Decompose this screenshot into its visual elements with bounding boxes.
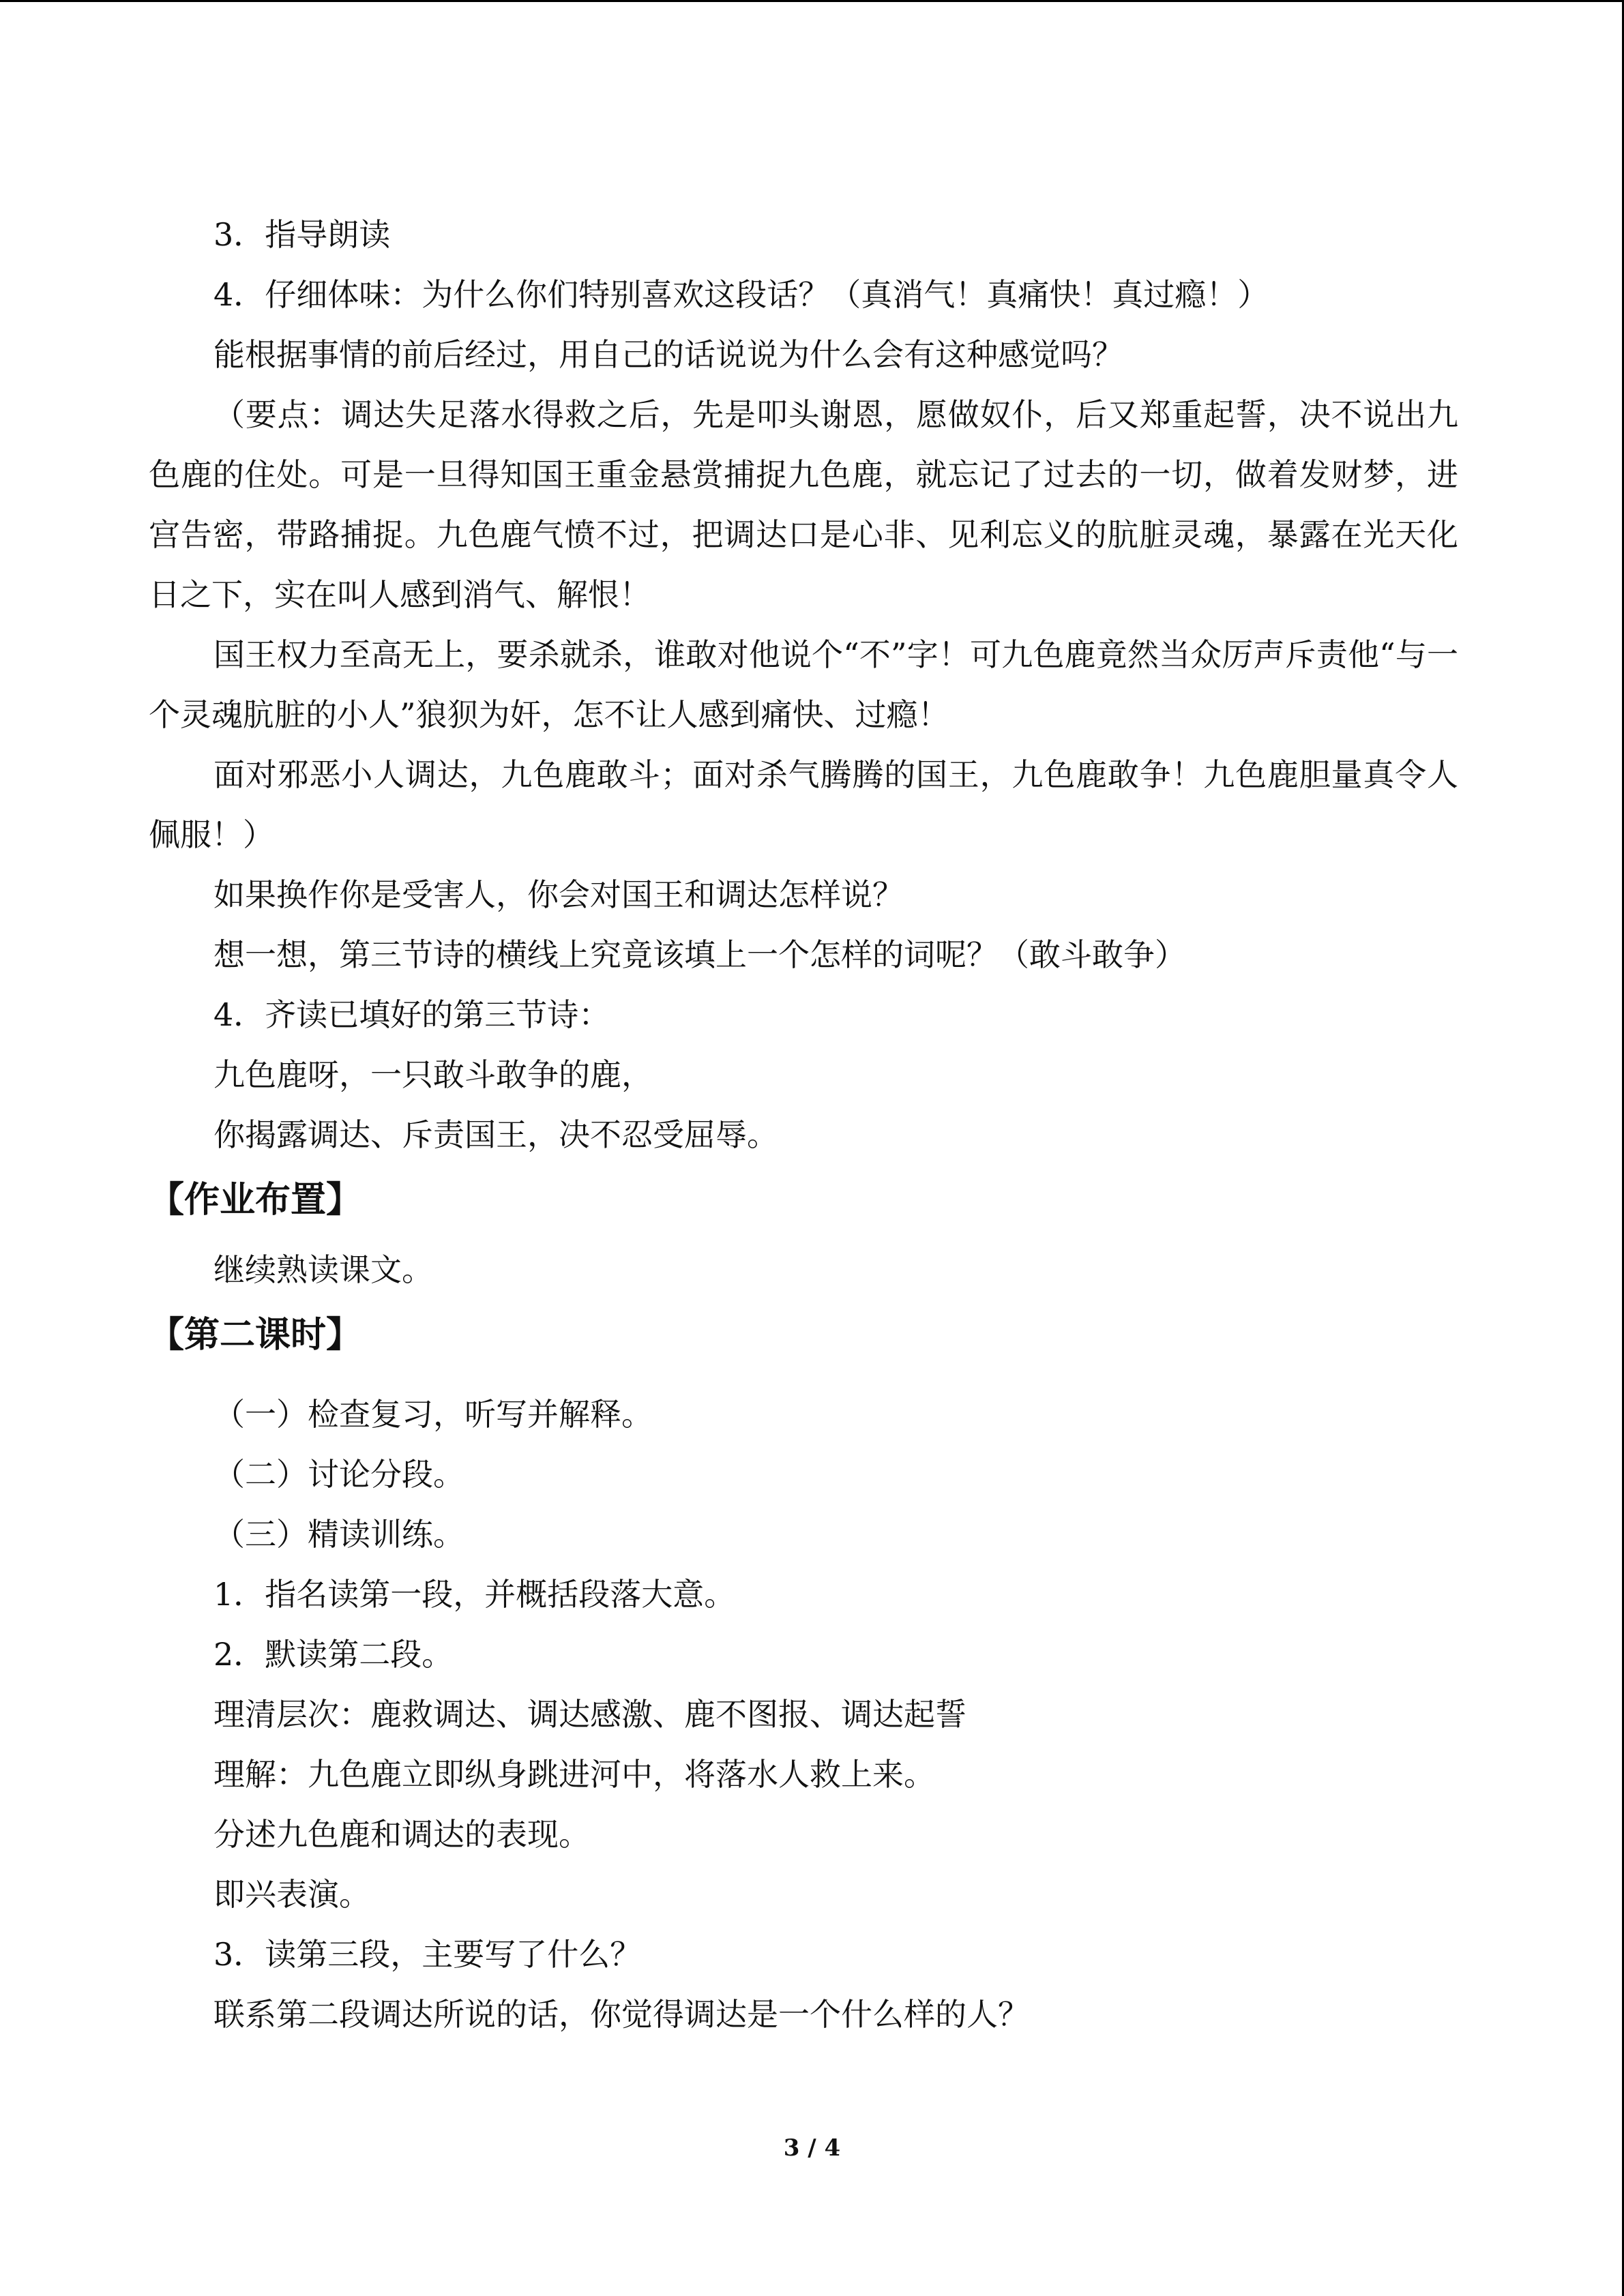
text-line: 3．指导朗读 <box>213 216 391 253</box>
text-line: 能根据事情的前后经过，用自己的话说说为什么会有这种感觉吗？ <box>213 336 1123 373</box>
text-line: （二）讨论分段。 <box>213 1456 464 1493</box>
section-heading-homework: 【作业布置】 <box>149 1180 362 1221</box>
text-line: （三）精读训练。 <box>213 1516 464 1553</box>
text-line: 3．读第三段，主要写了什么？ <box>213 1936 642 1973</box>
paragraph: 国王权力至高无上，要杀就杀，谁敢对他说个“不”字！可九色鹿竟然当众厉声斥责他“与一个灵魂肮脏的小人”狼狈为奸，怎不让人感到痛快、过瘾！ <box>149 636 1458 733</box>
section-heading-lesson-two: 【第二课时】 <box>149 1315 362 1356</box>
text-line: 想一想，第三节诗的横线上究竟该填上一个怎样的词呢？（敢斗敢争） <box>213 936 1186 973</box>
text-line: 继续熟读课文。 <box>213 1251 433 1288</box>
text-line: 4．仔细体味：为什么你们特别喜欢这段话？（真消气！真痛快！真过瘾！） <box>213 276 1269 313</box>
text-line: 如果换作你是受害人，你会对国王和调达怎样说？ <box>213 876 904 913</box>
text-line: 1．指名读第一段，并概括段落大意。 <box>213 1576 736 1613</box>
text-line: 分述九色鹿和调达的表现。 <box>213 1816 590 1853</box>
text-line: 理解：九色鹿立即纵身跳进河中，将落水人救上来。 <box>213 1756 935 1793</box>
page-number: 3 / 4 <box>783 2134 841 2162</box>
page-content <box>149 205 1458 2044</box>
spacer <box>149 1375 1458 1384</box>
text-line: 2．默读第二段。 <box>213 1636 454 1673</box>
text-line: 理清层次：鹿救调达、调达感激、鹿不图报、调达起誓 <box>213 1696 966 1733</box>
text-line: 联系第二段调达所说的话，你觉得调达是一个什么样的人？ <box>213 1996 1029 2033</box>
poem-line: 你揭露调达、斥责国王，决不忍受屈辱。 <box>213 1116 778 1153</box>
text-line: （一）检查复习，听写并解释。 <box>213 1396 653 1433</box>
page-border-top <box>0 0 1624 2</box>
text-line: 即兴表演。 <box>213 1876 370 1913</box>
poem-line: 九色鹿呀，一只敢斗敢争的鹿， <box>213 1056 653 1093</box>
paragraph: 面对邪恶小人调达，九色鹿敢斗；面对杀气腾腾的国王，九色鹿敢争！九色鹿胆量真令人佩服！） <box>149 756 1458 853</box>
text-line: 4．齐读已填好的第三节诗： <box>213 996 610 1033</box>
paragraph: （要点：调达失足落水得救之后，先是叩头谢恩，愿做奴仆，后又郑重起誓，决不说出九色鹿的住处。可是一旦得知国王重金悬赏捕捉九色鹿，就忘记了过去的一切，做着发财梦，进宫告密，带路捕捉。九色鹿气愤不过，把调达口是心非、见利忘义的肮脏灵魂，暴露在光天化日之下，实在叫人感到消气、解恨！ <box>149 396 1458 613</box>
